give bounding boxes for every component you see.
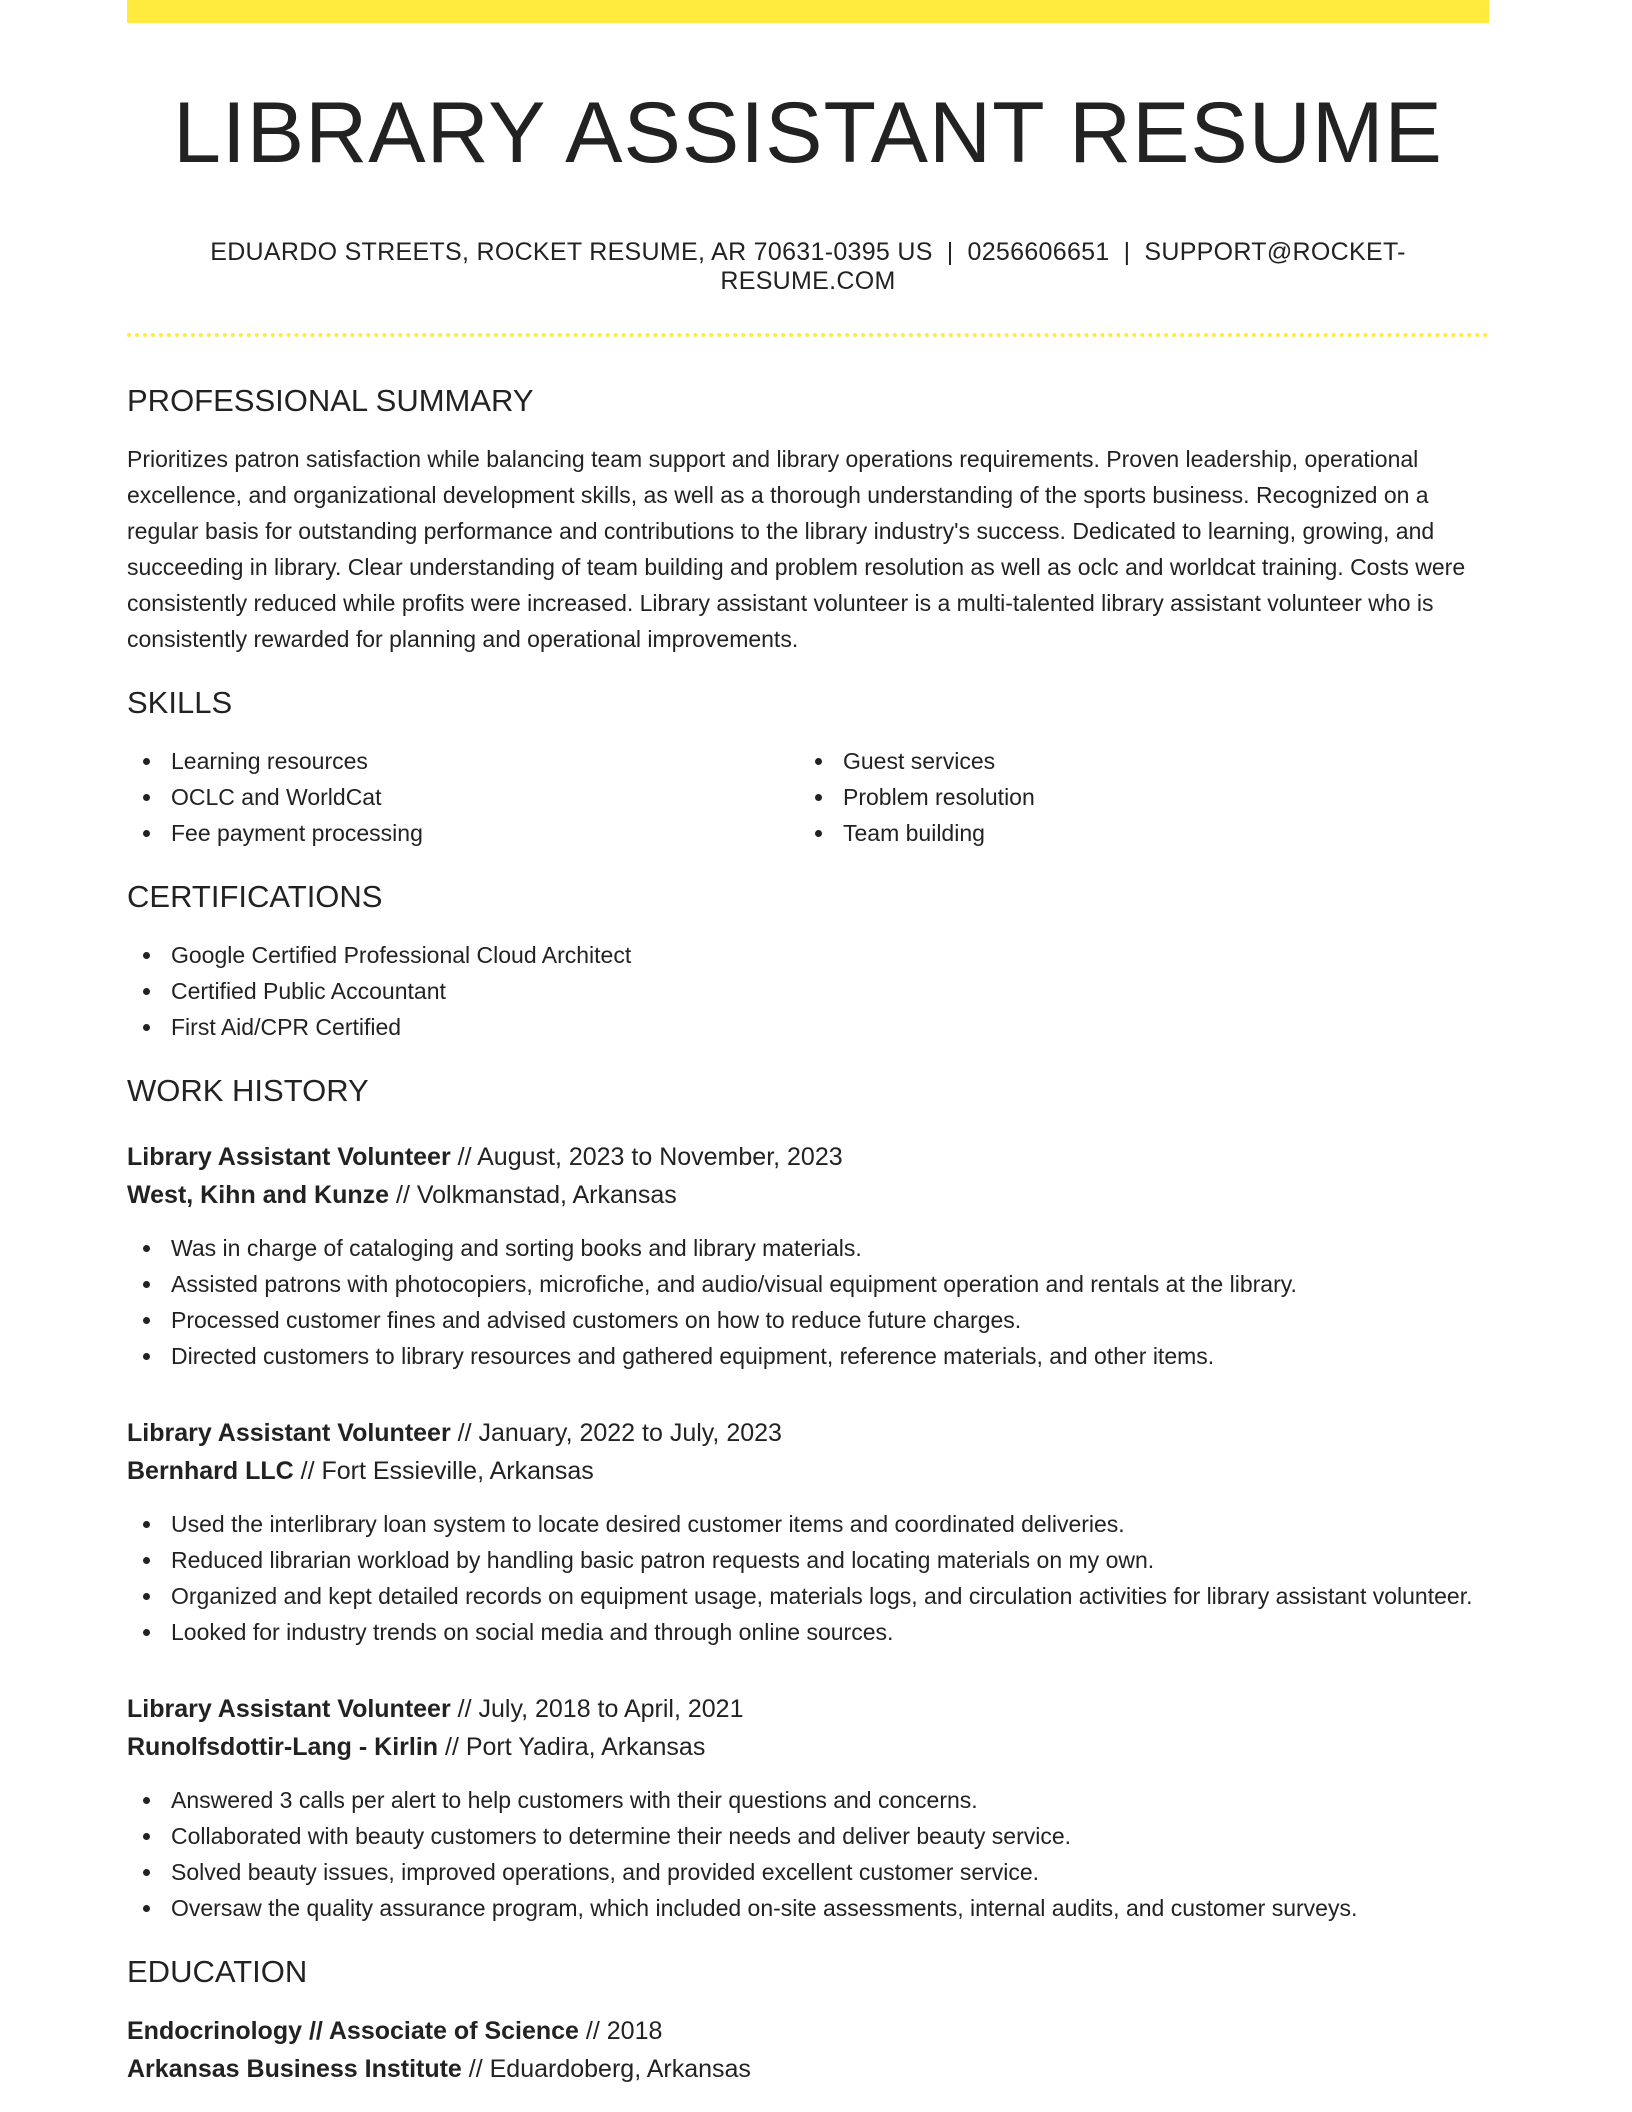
job-dates: // July, 2018 to April, 2021 [457,1695,744,1723]
job-title: Library Assistant Volunteer [127,1419,451,1447]
job-title-line [127,1138,1489,1176]
company-name: Runolfsdottir-Lang - Kirlin [127,1733,439,1761]
job-company-line [127,1452,1489,1490]
job-bullet: Solved beauty issues, improved operations, and provided excellent customer service. [127,1854,1489,1890]
graduation-year: // 2018 [585,2017,663,2045]
job-bullet: Reduced librarian workload by handling basic patron requests and locating materials on my own. [127,1542,1489,1578]
contact-line [127,238,1489,296]
job-entry [127,1690,1489,1926]
job-bullets [127,1782,1489,1926]
certifications-heading: CERTIFICATIONS [127,879,383,914]
skill-item: Learning resources [127,743,799,779]
job-location: // Volkmanstad, Arkansas [396,1181,677,1209]
skill-item: Guest services [799,743,1471,779]
job-company-line [127,1176,1489,1214]
job-title: Library Assistant Volunteer [127,1695,451,1723]
company-name: Bernhard LLC [127,1457,294,1485]
education-section [127,1952,1489,2088]
skills-section [127,683,1489,851]
work-history-heading: WORK HISTORY [127,1073,369,1108]
skill-item: Problem resolution [799,779,1471,815]
school-location: // Eduardoberg, Arkansas [468,2055,751,2083]
contact-separator: | [946,238,954,266]
degree-line [127,2012,1489,2050]
job-title-line [127,1690,1489,1728]
skill-item: Fee payment processing [127,815,799,851]
job-dates: // August, 2023 to November, 2023 [457,1143,843,1171]
summary-heading: PROFESSIONAL SUMMARY [127,383,534,418]
job-company-line [127,1728,1489,1766]
job-bullet: Was in charge of cataloging and sorting books and library materials. [127,1230,1489,1266]
job-location: // Port Yadira, Arkansas [445,1733,706,1761]
job-location: // Fort Essieville, Arkansas [300,1457,594,1485]
job-bullet: Looked for industry trends on social media and through online sources. [127,1614,1489,1650]
job-entry [127,1138,1489,1374]
certification-item: First Aid/CPR Certified [127,1009,1489,1045]
skill-item: OCLC and WorldCat [127,779,799,815]
work-history-section [127,1071,1489,1926]
job-entry [127,1414,1489,1650]
certifications-list [127,937,1489,1045]
degree: Endocrinology // Associate of Science [127,2017,579,2045]
job-bullet: Collaborated with beauty customers to determine their needs and deliver beauty service. [127,1818,1489,1854]
phone: 0256606651 [967,238,1110,266]
page-title: LIBRARY ASSISTANT RESUME [173,85,1443,181]
top-accent-bar [127,0,1489,23]
certification-item: Google Certified Professional Cloud Architect [127,937,1489,973]
job-title: Library Assistant Volunteer [127,1143,451,1171]
job-bullet: Assisted patrons with photocopiers, microfiche, and audio/visual equipment operation and rentals at the library. [127,1266,1489,1302]
company-name: West, Kihn and Kunze [127,1181,390,1209]
skill-item: Team building [799,815,1471,851]
job-bullets [127,1230,1489,1374]
school-line [127,2050,1489,2088]
job-bullet: Directed customers to library resources and gathered equipment, reference materials, and other items. [127,1338,1489,1374]
education-heading: EDUCATION [127,1954,308,1989]
job-bullet: Answered 3 calls per alert to help customers with their questions and concerns. [127,1782,1489,1818]
email: SUPPORT@ROCKET-RESUME.COM [720,238,1406,295]
job-bullet: Used the interlibrary loan system to locate desired customer items and coordinated deliveries. [127,1506,1489,1542]
skills-left-list [127,743,799,851]
address: EDUARDO STREETS, ROCKET RESUME, AR 70631-0395 US [210,238,933,266]
skills-grid [127,743,1489,851]
job-bullets [127,1506,1489,1650]
job-title-line [127,1414,1489,1452]
job-bullet: Oversaw the quality assurance program, which included on-site assessments, internal audits, and customer surveys. [127,1890,1489,1926]
contact-separator: | [1123,238,1131,266]
resume-page [127,0,1489,2088]
job-dates: // January, 2022 to July, 2023 [457,1419,782,1447]
certification-item: Certified Public Accountant [127,973,1489,1009]
dotted-divider [127,333,1489,337]
school-name: Arkansas Business Institute [127,2055,462,2083]
job-bullet: Organized and kept detailed records on equipment usage, materials logs, and circulation activities for library assistant volunteer. [127,1578,1489,1614]
skills-heading: SKILLS [127,685,233,720]
education-entry [127,2012,1489,2088]
job-bullet: Processed customer fines and advised customers on how to reduce future charges. [127,1302,1489,1338]
certifications-section [127,877,1489,1045]
summary-text: Prioritizes patron satisfaction while balancing team support and library operations requirements. Proven leadership, operational excellence, and organizational development skills, as well as a thorough understanding of the sports business. Recognized on a regular basis for outstanding performance and contributions to the library industry's success. Dedicated to learning, growing, and succeeding in library. Clear understanding of team building and problem resolution as well as oclc and worldcat training. Costs were consistently reduced while profits were increased. Library assistant volunteer is a multi-talented library assistant volunteer who is consistently rewarded for planning and operational improvements. [127,446,1466,652]
skills-right-list [799,743,1471,851]
